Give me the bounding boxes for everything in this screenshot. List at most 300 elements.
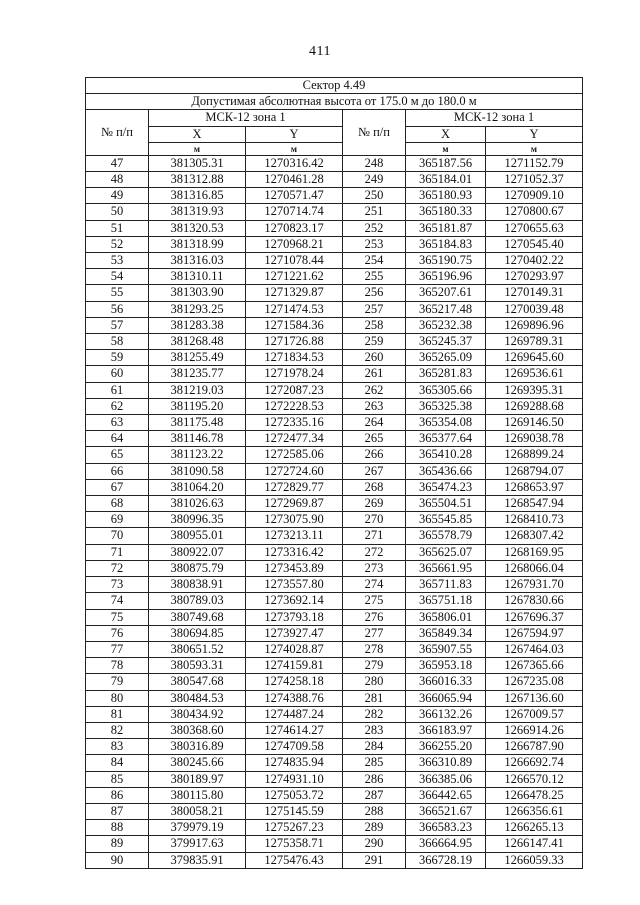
table-row [86,155,583,171]
cell-num-left: 88 [86,820,149,836]
cell-num-right: 256 [343,285,406,301]
cell-num-right: 275 [343,593,406,609]
table-row [86,479,583,495]
table-row [86,836,583,852]
table-row [86,674,583,690]
cell-num-left: 89 [86,836,149,852]
table-row [86,350,583,366]
cell-num-right: 262 [343,382,406,398]
cell-num-left: 90 [86,852,149,868]
cell-y-left: 1272969.87 [246,496,343,512]
cell-x-right: 365661.95 [406,560,486,576]
cell-num-right: 249 [343,172,406,188]
cell-y-right: 1270293.97 [486,269,583,285]
cell-x-left: 380245.66 [149,755,246,771]
cell-y-right: 1266478.25 [486,787,583,803]
cell-x-left: 381283.38 [149,317,246,333]
cell-y-right: 1267235.08 [486,674,583,690]
cell-num-right: 272 [343,544,406,560]
table-row [86,398,583,414]
cell-x-right: 365325.38 [406,398,486,414]
cell-y-right: 1269789.31 [486,334,583,350]
cell-x-right: 365625.07 [406,544,486,560]
table-row [86,803,583,819]
cell-num-right: 253 [343,236,406,252]
cell-x-right: 365207.61 [406,285,486,301]
table-row [86,641,583,657]
cell-x-left: 380996.35 [149,512,246,528]
cell-x-left: 380875.79 [149,560,246,576]
table-header [86,78,583,156]
cell-y-right: 1266692.74 [486,755,583,771]
y-header-right: Y [486,126,583,142]
cell-x-right: 365181.87 [406,220,486,236]
cell-x-left: 380189.97 [149,771,246,787]
cell-y-right: 1268410.73 [486,512,583,528]
cell-y-left: 1272829.77 [246,479,343,495]
cell-num-right: 259 [343,334,406,350]
table-row [86,593,583,609]
cell-y-right: 1269288.68 [486,398,583,414]
cell-num-left: 77 [86,641,149,657]
table-row [86,188,583,204]
cell-x-left: 381316.03 [149,253,246,269]
cell-x-right: 366442.65 [406,787,486,803]
cell-num-right: 274 [343,577,406,593]
cell-x-left: 380955.01 [149,528,246,544]
cell-y-left: 1270823.17 [246,220,343,236]
cell-num-left: 72 [86,560,149,576]
cell-y-right: 1267136.60 [486,690,583,706]
table-row [86,771,583,787]
cell-x-left: 381235.77 [149,366,246,382]
table-row [86,220,583,236]
cell-num-right: 258 [343,317,406,333]
cell-y-right: 1268653.97 [486,479,583,495]
cell-y-left: 1270714.74 [246,204,343,220]
cell-x-left: 381195.20 [149,398,246,414]
cell-num-right: 285 [343,755,406,771]
cell-num-left: 81 [86,706,149,722]
cell-y-right: 1267931.70 [486,577,583,593]
cell-y-left: 1274709.58 [246,739,343,755]
cell-x-right: 365849.34 [406,625,486,641]
cell-y-right: 1269146.50 [486,415,583,431]
x-header-left: X [149,126,246,142]
cell-num-left: 85 [86,771,149,787]
cell-num-right: 265 [343,431,406,447]
cell-x-left: 381026.63 [149,496,246,512]
table-row [86,609,583,625]
cell-num-left: 69 [86,512,149,528]
cell-x-left: 379917.63 [149,836,246,852]
sector-title: Сектор 4.49 [86,78,583,94]
cell-num-right: 279 [343,658,406,674]
cell-num-right: 278 [343,641,406,657]
cell-x-right: 365265.09 [406,350,486,366]
cell-num-right: 284 [343,739,406,755]
cell-x-right: 366255.20 [406,739,486,755]
cell-num-right: 264 [343,415,406,431]
cell-num-right: 260 [343,350,406,366]
cell-num-right: 289 [343,820,406,836]
table-row [86,560,583,576]
cell-y-right: 1267009.57 [486,706,583,722]
cell-y-left: 1274258.18 [246,674,343,690]
cell-x-right: 366521.67 [406,803,486,819]
zone-header-left: МСК-12 зона 1 [149,110,343,126]
table-row [86,544,583,560]
cell-num-left: 74 [86,593,149,609]
cell-y-left: 1273793.18 [246,609,343,625]
cell-y-left: 1274835.94 [246,755,343,771]
cell-y-left: 1271078.44 [246,253,343,269]
cell-y-left: 1270316.42 [246,155,343,171]
cell-num-left: 51 [86,220,149,236]
cell-num-left: 47 [86,155,149,171]
cell-num-left: 48 [86,172,149,188]
num-header-left: № п/п [86,110,149,155]
table-row [86,820,583,836]
table-row [86,528,583,544]
page-number: 411 [309,44,331,59]
table-row [86,253,583,269]
table-row [86,787,583,803]
cell-x-right: 366065.94 [406,690,486,706]
cell-y-left: 1272585.06 [246,447,343,463]
cell-x-left: 381310.11 [149,269,246,285]
cell-y-left: 1273453.89 [246,560,343,576]
unit-y-right: м [486,142,583,155]
cell-num-right: 261 [343,366,406,382]
cell-x-left: 379979.19 [149,820,246,836]
cell-y-left: 1273075.90 [246,512,343,528]
cell-x-left: 380838.91 [149,577,246,593]
cell-x-right: 366310.89 [406,755,486,771]
cell-num-right: 269 [343,496,406,512]
cell-x-right: 365751.18 [406,593,486,609]
cell-y-right: 1270039.48 [486,301,583,317]
cell-y-left: 1274931.10 [246,771,343,787]
cell-y-left: 1275053.72 [246,787,343,803]
cell-x-left: 381305.31 [149,155,246,171]
cell-num-right: 287 [343,787,406,803]
cell-y-right: 1267830.66 [486,593,583,609]
cell-y-right: 1266914.26 [486,722,583,738]
cell-y-right: 1268066.04 [486,560,583,576]
cell-y-right: 1266265.13 [486,820,583,836]
cell-x-right: 366132.26 [406,706,486,722]
cell-x-right: 365410.28 [406,447,486,463]
cell-x-right: 365232.38 [406,317,486,333]
cell-num-left: 66 [86,463,149,479]
cell-x-left: 381293.25 [149,301,246,317]
cell-y-right: 1270909.10 [486,188,583,204]
cell-y-right: 1267365.66 [486,658,583,674]
cell-num-left: 62 [86,398,149,414]
cell-num-left: 53 [86,253,149,269]
cell-num-right: 268 [343,479,406,495]
table-row [86,512,583,528]
table-row [86,722,583,738]
zone-header-right: МСК-12 зона 1 [406,110,583,126]
table-row [86,658,583,674]
table-body [86,155,583,868]
cell-y-right: 1266787.90 [486,739,583,755]
table-row [86,577,583,593]
cell-num-left: 60 [86,366,149,382]
table-row [86,625,583,641]
cell-num-left: 61 [86,382,149,398]
cell-y-right: 1268899.24 [486,447,583,463]
cell-x-right: 366183.97 [406,722,486,738]
cell-y-right: 1270800.67 [486,204,583,220]
table-row [86,334,583,350]
cell-x-right: 365474.23 [406,479,486,495]
table-row [86,755,583,771]
cell-num-right: 277 [343,625,406,641]
cell-num-left: 68 [86,496,149,512]
cell-num-right: 273 [343,560,406,576]
cell-num-right: 271 [343,528,406,544]
cell-x-right: 366583.23 [406,820,486,836]
cell-x-left: 381316.85 [149,188,246,204]
cell-num-right: 286 [343,771,406,787]
table-row [86,204,583,220]
cell-x-left: 380694.85 [149,625,246,641]
cell-x-left: 380368.60 [149,722,246,738]
cell-y-left: 1274388.76 [246,690,343,706]
cell-y-right: 1270655.63 [486,220,583,236]
cell-y-left: 1271834.53 [246,350,343,366]
cell-x-right: 365907.55 [406,641,486,657]
cell-y-right: 1270545.40 [486,236,583,252]
cell-x-left: 381320.53 [149,220,246,236]
cell-y-left: 1270461.28 [246,172,343,188]
cell-y-right: 1266570.12 [486,771,583,787]
cell-y-left: 1270968.21 [246,236,343,252]
cell-num-left: 86 [86,787,149,803]
cell-y-left: 1271726.88 [246,334,343,350]
cell-y-right: 1268547.94 [486,496,583,512]
cell-num-right: 281 [343,690,406,706]
table-row [86,172,583,188]
cell-x-left: 380922.07 [149,544,246,560]
cell-num-left: 83 [86,739,149,755]
table-row [86,301,583,317]
cell-x-left: 381318.99 [149,236,246,252]
cell-x-left: 381312.88 [149,172,246,188]
cell-y-right: 1268307.42 [486,528,583,544]
cell-num-left: 76 [86,625,149,641]
cell-num-left: 55 [86,285,149,301]
cell-num-left: 67 [86,479,149,495]
cell-y-right: 1270402.22 [486,253,583,269]
cell-y-right: 1269896.96 [486,317,583,333]
cell-num-right: 282 [343,706,406,722]
table-row [86,739,583,755]
cell-y-right: 1269645.60 [486,350,583,366]
cell-x-right: 365245.37 [406,334,486,350]
cell-y-left: 1272724.60 [246,463,343,479]
table-row [86,317,583,333]
cell-x-left: 381123.22 [149,447,246,463]
cell-y-left: 1275267.23 [246,820,343,836]
cell-num-left: 52 [86,236,149,252]
unit-y-left: м [246,142,343,155]
cell-y-left: 1274159.81 [246,658,343,674]
table-row [86,382,583,398]
cell-x-left: 381146.78 [149,431,246,447]
cell-x-left: 380316.89 [149,739,246,755]
cell-x-left: 380789.03 [149,593,246,609]
cell-num-right: 276 [343,609,406,625]
cell-y-left: 1271978.24 [246,366,343,382]
table-row [86,496,583,512]
y-header-left: Y [246,126,343,142]
cell-x-left: 380651.52 [149,641,246,657]
height-range: Допустимая абсолютная высота от 175.0 м до 180.0 м [86,94,583,110]
table-row [86,463,583,479]
cell-y-left: 1272087.23 [246,382,343,398]
cell-num-left: 80 [86,690,149,706]
table-row [86,415,583,431]
cell-y-right: 1266059.33 [486,852,583,868]
cell-num-right: 257 [343,301,406,317]
cell-num-left: 78 [86,658,149,674]
cell-num-right: 280 [343,674,406,690]
cell-y-right: 1269038.78 [486,431,583,447]
cell-x-right: 366664.95 [406,836,486,852]
cell-y-left: 1274487.24 [246,706,343,722]
cell-x-left: 380484.53 [149,690,246,706]
table-row [86,431,583,447]
cell-x-right: 365184.83 [406,236,486,252]
cell-y-left: 1272228.53 [246,398,343,414]
cell-y-left: 1271329.87 [246,285,343,301]
cell-x-left: 381268.48 [149,334,246,350]
cell-y-left: 1275476.43 [246,852,343,868]
table-row [86,236,583,252]
cell-x-left: 381064.20 [149,479,246,495]
cell-y-left: 1272335.16 [246,415,343,431]
cell-y-right: 1266356.61 [486,803,583,819]
cell-y-right: 1267464.03 [486,641,583,657]
cell-x-right: 365190.75 [406,253,486,269]
cell-num-left: 63 [86,415,149,431]
cell-x-right: 366728.19 [406,852,486,868]
cell-x-right: 366016.33 [406,674,486,690]
cell-num-left: 58 [86,334,149,350]
cell-num-right: 248 [343,155,406,171]
cell-num-left: 79 [86,674,149,690]
cell-num-left: 59 [86,350,149,366]
cell-y-left: 1271474.53 [246,301,343,317]
cell-y-left: 1271221.62 [246,269,343,285]
cell-x-right: 365436.66 [406,463,486,479]
cell-num-left: 65 [86,447,149,463]
cell-num-left: 57 [86,317,149,333]
cell-y-left: 1270571.47 [246,188,343,204]
coordinates-table [85,77,583,869]
cell-x-right: 365180.33 [406,204,486,220]
cell-x-left: 380115.80 [149,787,246,803]
table-row [86,447,583,463]
cell-x-right: 365578.79 [406,528,486,544]
cell-x-right: 365281.83 [406,366,486,382]
cell-x-right: 366385.06 [406,771,486,787]
cell-num-right: 250 [343,188,406,204]
cell-x-left: 380434.92 [149,706,246,722]
cell-y-left: 1273692.14 [246,593,343,609]
cell-num-left: 75 [86,609,149,625]
cell-x-right: 365953.18 [406,658,486,674]
cell-y-right: 1269536.61 [486,366,583,382]
cell-num-right: 251 [343,204,406,220]
cell-x-right: 365711.83 [406,577,486,593]
cell-num-right: 283 [343,722,406,738]
cell-x-left: 381175.48 [149,415,246,431]
cell-num-left: 70 [86,528,149,544]
table-row [86,706,583,722]
cell-num-right: 266 [343,447,406,463]
cell-num-left: 82 [86,722,149,738]
cell-num-left: 73 [86,577,149,593]
cell-x-right: 365377.64 [406,431,486,447]
cell-y-left: 1273213.11 [246,528,343,544]
cell-y-left: 1275145.59 [246,803,343,819]
num-header-right: № п/п [343,110,406,155]
unit-x-left: м [149,142,246,155]
cell-y-left: 1275358.71 [246,836,343,852]
cell-x-left: 380547.68 [149,674,246,690]
cell-x-left: 381303.90 [149,285,246,301]
cell-y-right: 1267594.97 [486,625,583,641]
cell-x-right: 365806.01 [406,609,486,625]
cell-num-left: 71 [86,544,149,560]
cell-num-left: 87 [86,803,149,819]
cell-x-right: 365187.56 [406,155,486,171]
cell-num-left: 49 [86,188,149,204]
cell-y-right: 1266147.41 [486,836,583,852]
cell-num-right: 270 [343,512,406,528]
cell-num-left: 50 [86,204,149,220]
cell-num-right: 290 [343,836,406,852]
cell-x-right: 365180.93 [406,188,486,204]
cell-num-right: 288 [343,803,406,819]
cell-num-left: 56 [86,301,149,317]
cell-y-left: 1272477.34 [246,431,343,447]
cell-y-left: 1273316.42 [246,544,343,560]
cell-x-right: 365196.96 [406,269,486,285]
cell-num-left: 84 [86,755,149,771]
cell-num-right: 252 [343,220,406,236]
table-row [86,852,583,868]
cell-num-left: 64 [86,431,149,447]
cell-y-right: 1271152.79 [486,155,583,171]
table-row [86,366,583,382]
cell-x-right: 365217.48 [406,301,486,317]
table-row [86,269,583,285]
cell-y-right: 1270149.31 [486,285,583,301]
cell-x-left: 381319.93 [149,204,246,220]
cell-num-right: 255 [343,269,406,285]
table-row [86,285,583,301]
cell-y-left: 1271584.36 [246,317,343,333]
cell-x-left: 380058.21 [149,803,246,819]
cell-num-right: 254 [343,253,406,269]
cell-x-right: 365504.51 [406,496,486,512]
